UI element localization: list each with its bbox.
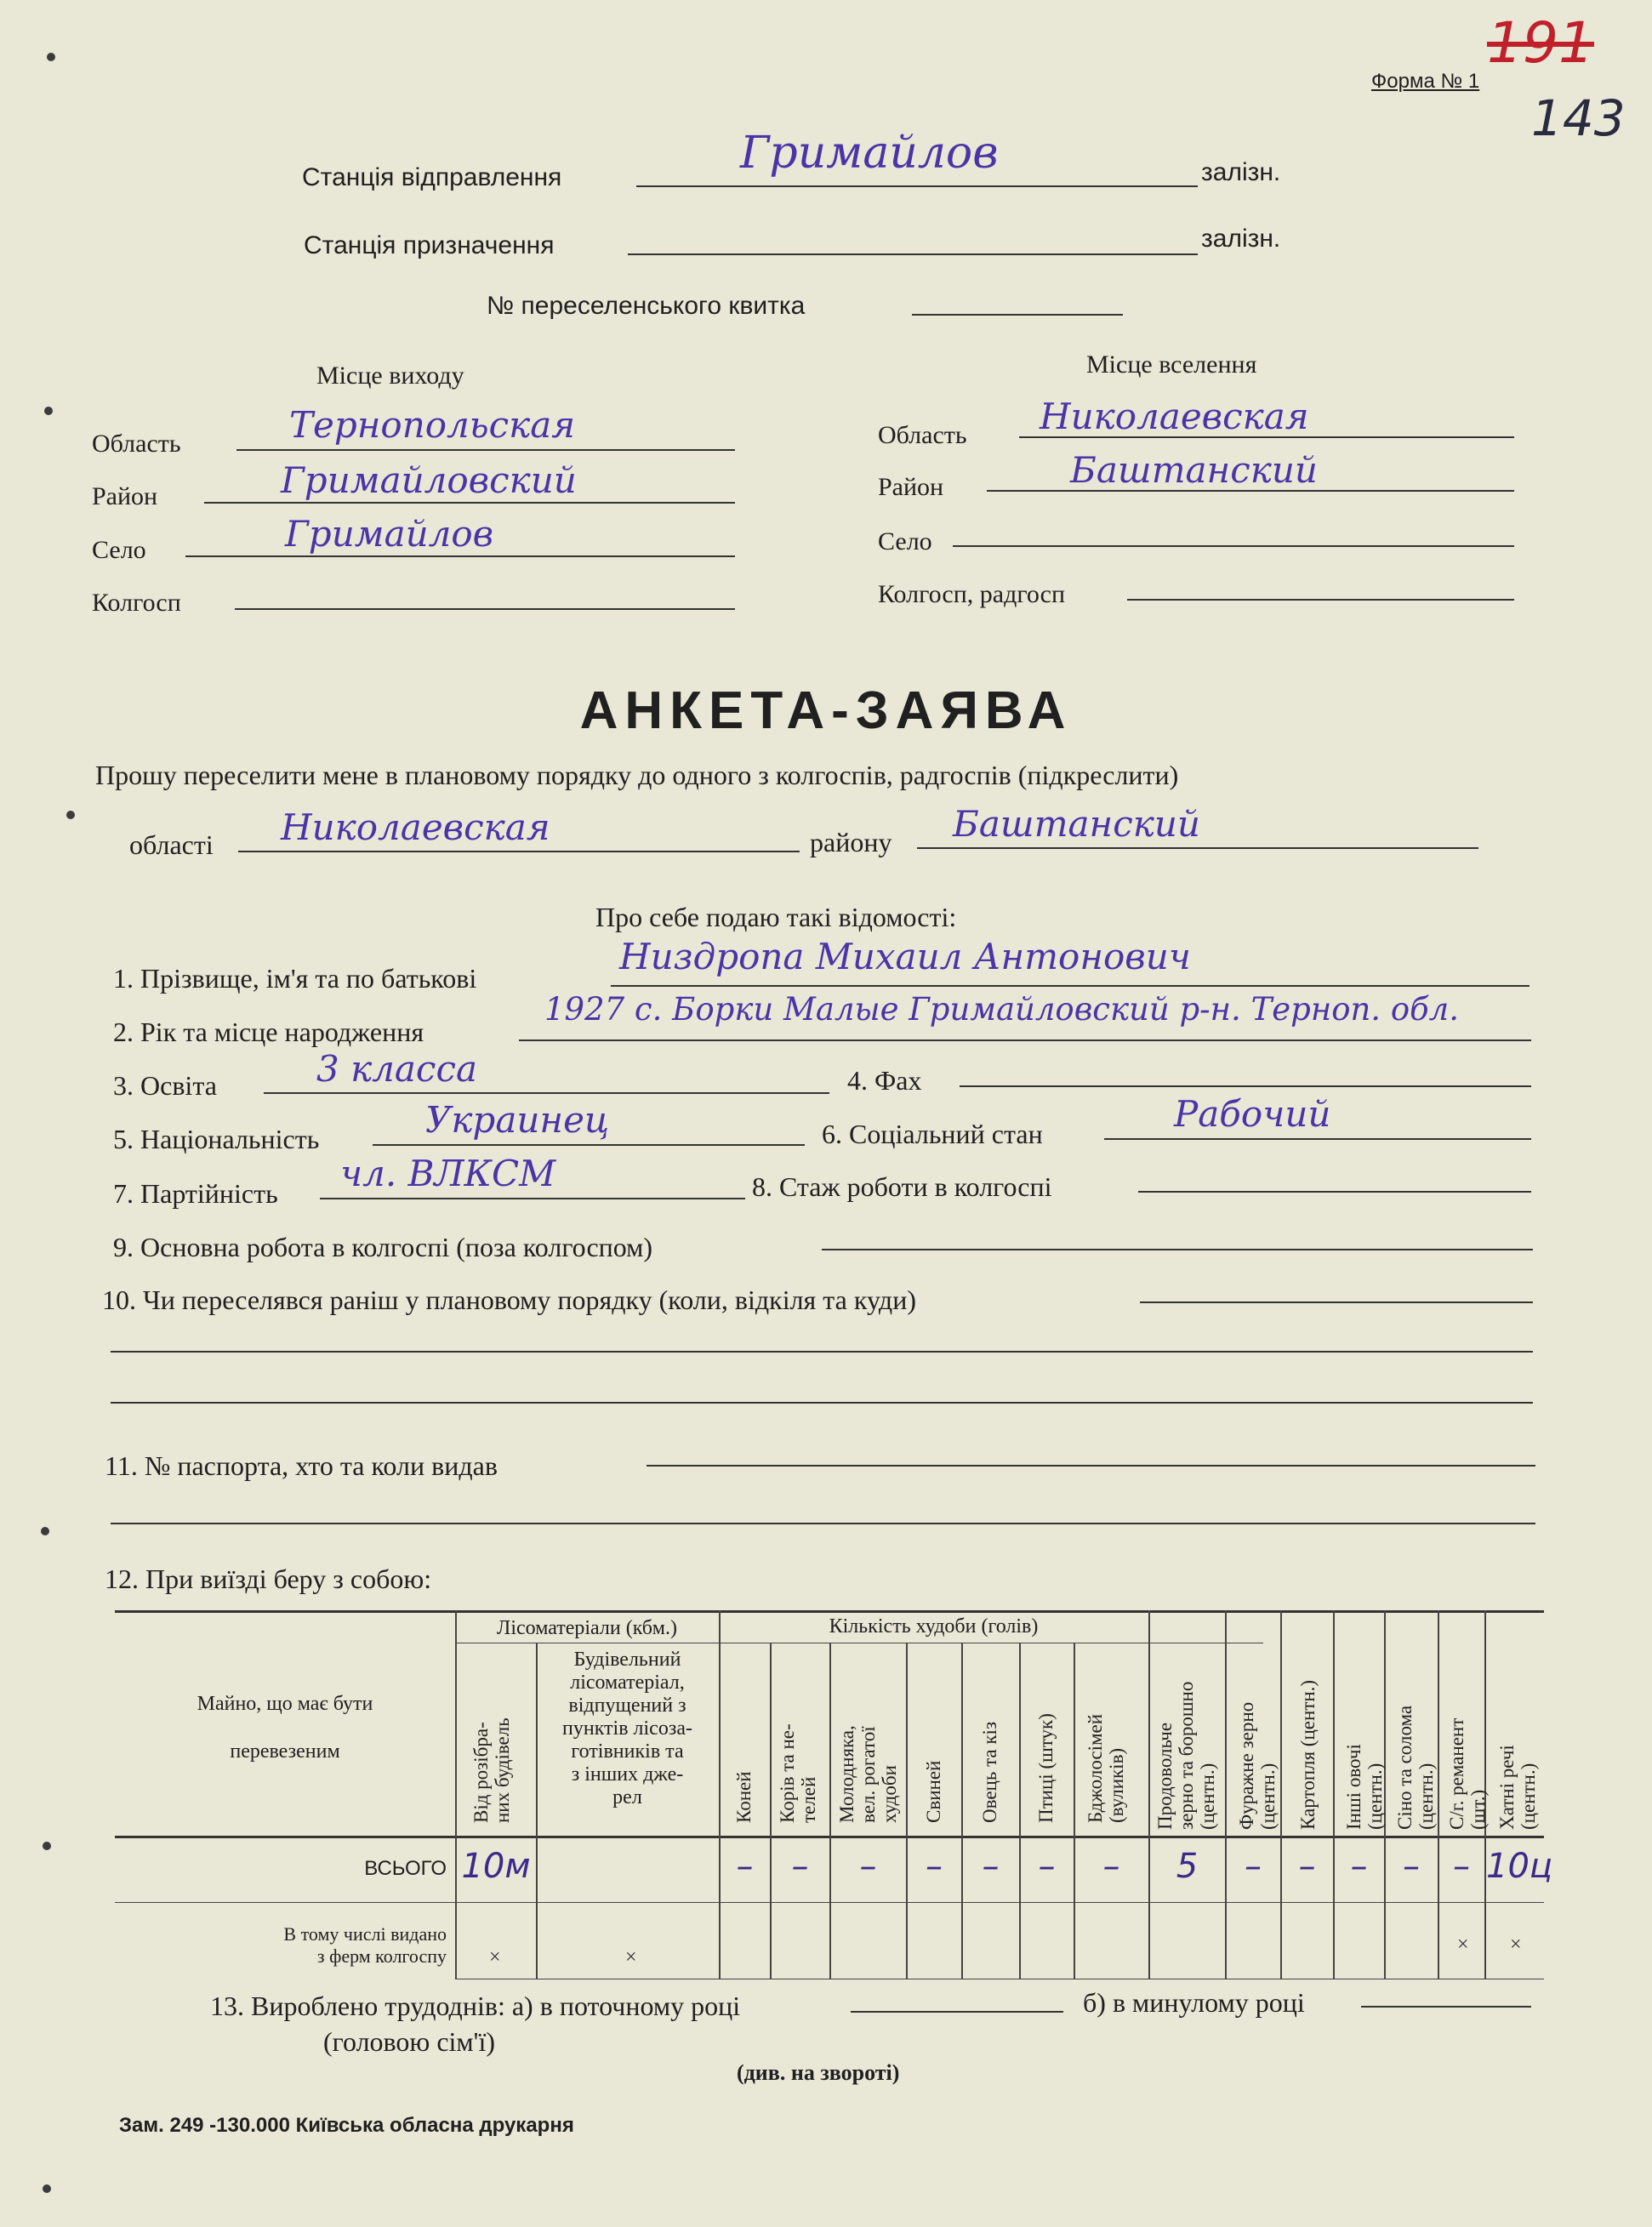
ticket-line [912, 314, 1123, 316]
about-heading: Про себе подаю такі відомості: [595, 902, 957, 932]
field-11-line-b [111, 1523, 1535, 1524]
request-oblast-line [238, 851, 800, 852]
departure-station-label: Станція відправлення [302, 163, 562, 191]
binder-hole-mark [41, 1527, 49, 1535]
field-7-line [320, 1198, 745, 1199]
archive-number: 143 [1531, 89, 1626, 147]
field-1-label: 1. Прізвище, ім'я та по батькові [113, 963, 477, 994]
workdays-sub: (головою сім'ї) [323, 2026, 495, 2057]
request-raion-label: району [810, 827, 892, 857]
total-cell: – [1298, 1847, 1316, 1886]
form-number: Форма № 1 [1371, 70, 1480, 93]
field-4-line [960, 1085, 1531, 1087]
destination-oblast-value: Николаевская [1040, 396, 1309, 437]
field-12-label: 12. При виїзді беру з собою: [105, 1563, 432, 1594]
request-text: Прошу переселити мене в плановому порядку до одного з колгоспів, радгоспів (підкреслити) [95, 760, 1179, 790]
farm-cell: × [489, 1946, 501, 1968]
destination-selo-label: Село [878, 527, 932, 555]
row-total-label: ВСЬОГО [364, 1857, 447, 1880]
origin-oblast-line [236, 449, 735, 451]
property-table [115, 1610, 1553, 1979]
request-oblast-label: області [129, 829, 214, 860]
livestock-header: Кількість худоби (голів) [829, 1615, 1039, 1638]
field-5-value: Украинец [425, 1099, 610, 1141]
workdays-label: 13. Вироблено трудоднів: а) в поточному році [210, 1991, 741, 2021]
field-5-label: 5. Національність [113, 1124, 320, 1154]
field-7-label: 7. Партійність [113, 1178, 278, 1209]
other-col-3: Картопля (центн.) [1297, 1679, 1319, 1830]
field-5-line [373, 1144, 805, 1146]
field-6-value: Рабочий [1174, 1093, 1331, 1135]
lumber-col-1: Від розібра- них будівель [470, 1717, 513, 1823]
arrival-station-line [628, 253, 1198, 255]
binder-hole-mark [44, 407, 53, 415]
total-cell: – [736, 1847, 754, 1886]
departure-station-value: Гримайлов [740, 128, 999, 179]
field-3-line [264, 1092, 829, 1094]
field-2-value: 1927 с. Борки Малые Гримайловский р-н. Терноп. обл. [544, 991, 1460, 1028]
other-col-2: Фуражне зерно (центн.) [1236, 1701, 1279, 1830]
workdays-label-b: б) в минулому році [1083, 1987, 1305, 2018]
livestock-col-1: Коней [733, 1771, 755, 1823]
field-6-label: 6. Соціальний стан [822, 1119, 1043, 1149]
total-cell: – [1038, 1847, 1056, 1886]
total-cell: – [1245, 1847, 1262, 1886]
field-1-value: Низдропа Михаил Антонович [619, 936, 1191, 977]
field-2-label: 2. Рік та місце народження [113, 1017, 424, 1047]
total-cell: – [926, 1847, 943, 1886]
field-10-label: 10. Чи переселявся раніш у плановому порядку (коли, відкіля та куди) [102, 1284, 916, 1315]
livestock-col-6: Птиці (штук) [1035, 1713, 1057, 1823]
field-7-value: чл. ВЛКСМ [340, 1153, 556, 1194]
destination-heading: Місце вселення [1086, 350, 1257, 379]
field-10-line-b [111, 1351, 1533, 1353]
other-col-4: Інші овочі (центн.) [1343, 1744, 1386, 1830]
arrival-station-label: Станція призначення [304, 231, 555, 259]
origin-selo-line [185, 555, 735, 557]
origin-kolhosp-label: Колгосп [92, 589, 181, 617]
field-11-line-a [647, 1465, 1535, 1467]
field-9-line [822, 1249, 1533, 1250]
total-cell: – [791, 1847, 809, 1886]
field-9-label: 9. Основна робота в колгоспі (поза колгоспом) [113, 1232, 653, 1262]
document-title: АНКЕТА-ЗАЯВА [579, 681, 1073, 740]
destination-kolhosp-line [1127, 599, 1514, 601]
field-3-value: 3 класса [316, 1048, 478, 1090]
ticket-label: № переселенського квитка [487, 292, 806, 320]
printer-note: Зам. 249 -130.000 Київська обласна друкарня [119, 2114, 574, 2137]
departure-station-line [636, 185, 1198, 187]
other-col-1: Продовольче зерно та борошно (центн.) [1154, 1681, 1218, 1830]
workdays-previous-line [1361, 2006, 1531, 2008]
origin-selo-value: Гримайлов [285, 513, 494, 555]
field-10-line-a [1140, 1301, 1533, 1303]
request-oblast-value: Николаевская [281, 806, 550, 848]
archive-number-crossed: 191 [1487, 10, 1594, 76]
total-cell: 10м [461, 1847, 531, 1886]
lumber-col-2: Будівельний лісоматеріал, відпущений з пунктів лісоза- готівників та з інших дже- рел [562, 1649, 692, 1808]
total-cell: – [1453, 1847, 1470, 1886]
destination-raion-value: Баштанский [1070, 449, 1318, 491]
field-10-line-c [111, 1402, 1533, 1404]
origin-heading: Місце виходу [316, 362, 464, 390]
property-header: Майно, що має бути перевезеним [197, 1693, 373, 1763]
arrival-rail-suffix: залізн. [1201, 225, 1281, 253]
origin-kolhosp-line [235, 608, 735, 610]
destination-oblast-label: Область [878, 421, 967, 449]
other-col-7: Хатні речі (центн.) [1496, 1745, 1539, 1830]
other-col-5: Сіно та солома (центн.) [1394, 1705, 1437, 1830]
origin-oblast-label: Область [92, 430, 181, 458]
field-6-line [1104, 1138, 1531, 1140]
request-raion-value: Баштанский [953, 803, 1200, 845]
total-cell: 10ц [1486, 1847, 1553, 1886]
farm-cell: × [625, 1946, 637, 1968]
origin-raion-value: Гримайловский [281, 459, 577, 501]
lumber-header: Лісоматеріали (кбм.) [497, 1617, 677, 1639]
origin-selo-label: Село [92, 536, 146, 564]
farm-cell: × [1510, 1934, 1522, 1956]
other-col-6: С/г. реманент (шт.) [1446, 1717, 1489, 1830]
departure-rail-suffix: залізн. [1201, 158, 1281, 186]
destination-selo-line [953, 545, 1514, 547]
total-cell: – [1102, 1847, 1120, 1886]
row-farm-label: В тому числі видано з ферм колгоспу [283, 1923, 447, 1967]
farm-cell: × [1457, 1934, 1469, 1956]
livestock-col-4: Свиней [923, 1760, 944, 1823]
see-back-note: (див. на звороті) [737, 2060, 900, 2085]
request-raion-line [917, 847, 1478, 849]
field-3-label: 3. Освіта [113, 1070, 217, 1101]
origin-raion-label: Район [92, 482, 158, 510]
binder-hole-mark [43, 2184, 51, 2193]
livestock-col-7: Бджолосімей (вуликів) [1085, 1713, 1127, 1823]
livestock-col-5: Овець та кіз [979, 1721, 1000, 1823]
binder-hole-mark [47, 53, 55, 61]
total-cell: – [1403, 1847, 1420, 1886]
destination-raion-label: Район [878, 473, 944, 501]
field-2-line [519, 1039, 1531, 1041]
total-cell: – [1350, 1847, 1368, 1886]
field-4-label: 4. Фах [847, 1065, 922, 1096]
field-8-label: 8. Стаж роботи в колгоспі [752, 1171, 1052, 1202]
field-1-line [611, 985, 1530, 987]
origin-raion-line [204, 502, 735, 504]
livestock-col-2: Корів та не- телей [777, 1723, 819, 1823]
total-cell: – [859, 1847, 877, 1886]
livestock-col-3: Молодняка, вел. рогатої худоби [836, 1725, 900, 1823]
total-cell: – [982, 1847, 1000, 1886]
binder-hole-mark [66, 811, 75, 819]
total-cell: 5 [1176, 1847, 1199, 1886]
destination-kolhosp-label: Колгосп, радгосп [878, 580, 1066, 608]
workdays-current-line [851, 2011, 1063, 2013]
binder-hole-mark [43, 1842, 51, 1850]
origin-oblast-value: Тернопольская [289, 404, 576, 446]
field-8-line [1138, 1191, 1531, 1193]
field-11-label: 11. № паспорта, хто та коли видав [105, 1450, 498, 1481]
